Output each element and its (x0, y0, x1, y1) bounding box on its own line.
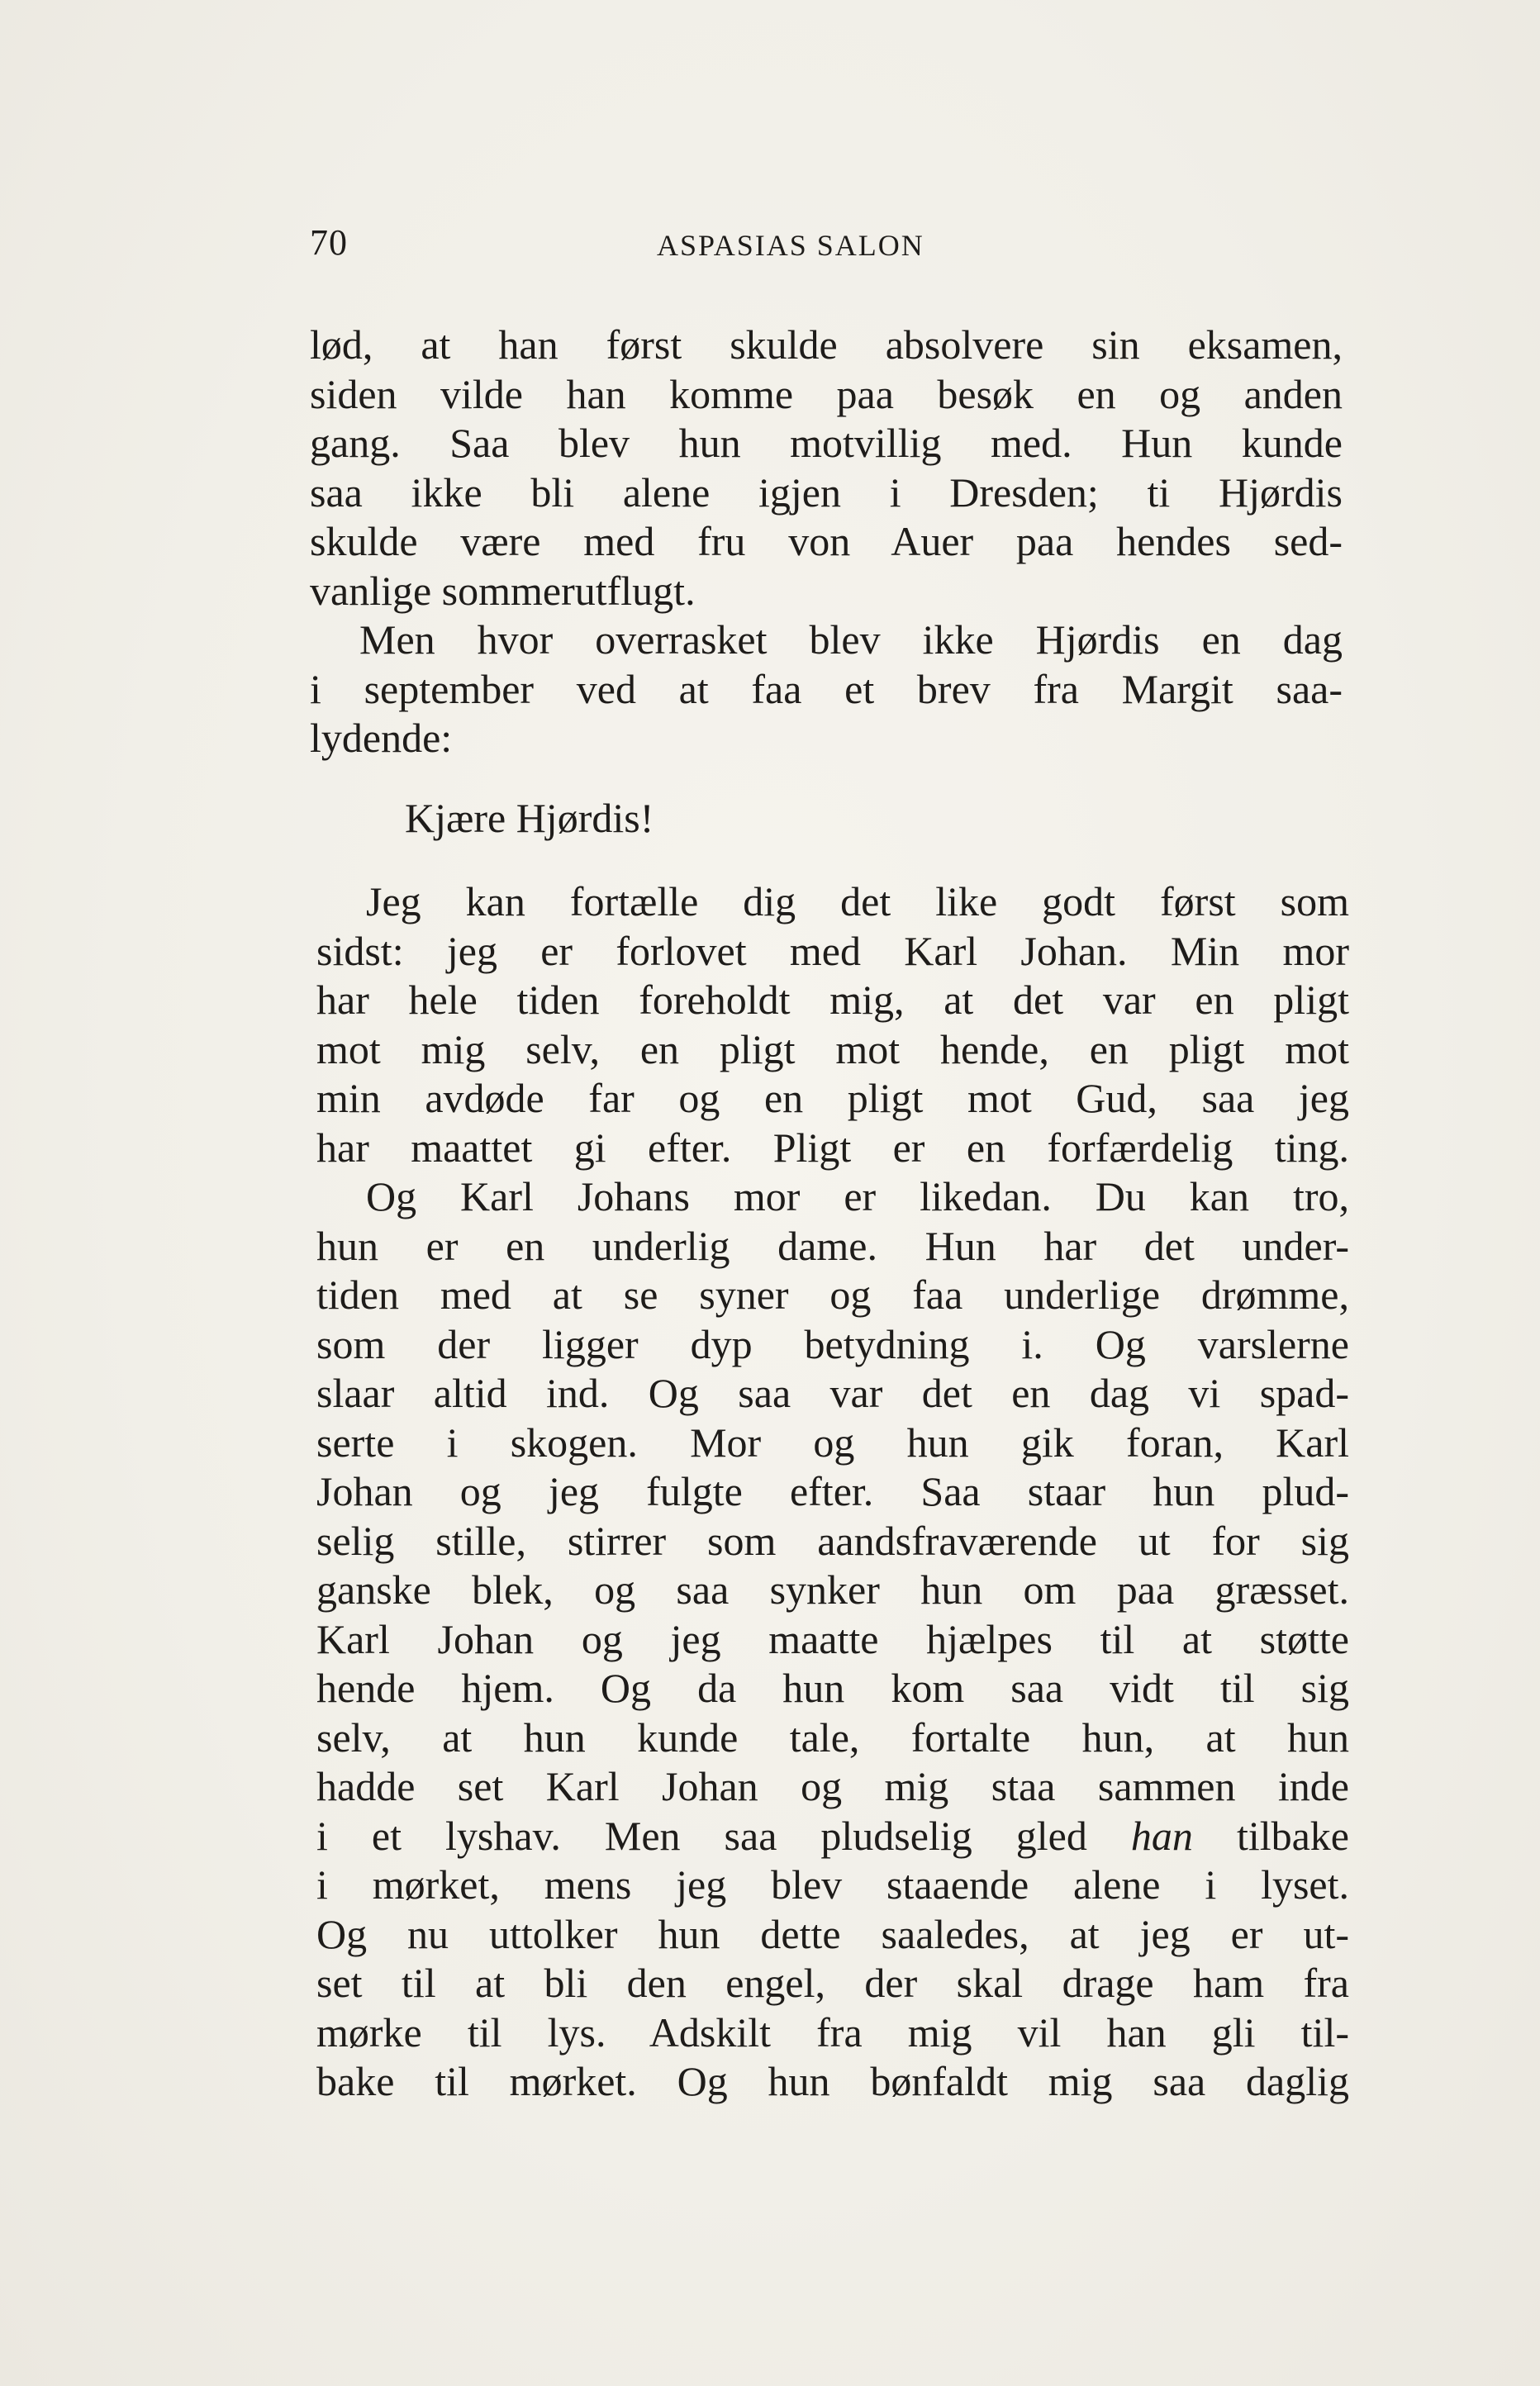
text-line: slaar altid ind. Og saa var det en dag vi spad- (316, 1370, 1349, 1416)
text-line: har hele tiden foreholdt mig, at det var en pligt (316, 977, 1349, 1023)
text-line: saa ikke bli alene igjen i Dresden; ti Hjørdis (310, 468, 1343, 516)
text-line: tiden med at se syner og faa underlige drømme, (316, 1271, 1349, 1318)
text-line: selig stille, stirrer som aandsfraværende ut for sig (316, 1517, 1349, 1564)
text-line-with-emphasis (316, 1812, 1349, 1861)
body-text (310, 321, 1349, 2107)
text-line: hun er en underlig dame. Hun har det under- (316, 1222, 1349, 1269)
emphasized-word: han (1130, 1812, 1193, 1859)
text-line: bake til mørket. Og hun bønfaldt mig saa daglig (316, 2058, 1349, 2104)
text-segment: i et lyshav. Men saa pludselig gled (316, 1812, 1131, 1859)
text-line: Og Karl Johans mor er likedan. Du kan tro, (366, 1173, 1349, 1219)
text-line: sidst: jeg er forlovet med Karl Johan. Min mor (316, 927, 1349, 974)
text-line: mot mig selv, en pligt mot hende, en pligt mot (316, 1025, 1349, 1072)
text-line: Johan og jeg fulgte efter. Saa staar hun plud- (316, 1468, 1349, 1514)
letter-salutation: Kjære Hjørdis! (405, 794, 654, 841)
running-title: ASPASIAS SALON (657, 229, 924, 262)
text-line: lød, at han først skulde absolvere sin eksamen, (310, 321, 1343, 368)
text-line: vanlige sommerutflugt. (310, 567, 696, 614)
text-line: i september ved at faa et brev fra Margit saa- (310, 665, 1343, 712)
text-line: ganske blek, og saa synker hun om paa græsset. (316, 1566, 1349, 1613)
text-line: hende hjem. Og da hun kom saa vidt til sig (316, 1665, 1349, 1711)
text-line: gang. Saa blev hun motvillig med. Hun kunde (310, 420, 1343, 466)
paragraph (310, 616, 1343, 763)
text-line: min avdøde far og en pligt mot Gud, saa jeg (316, 1075, 1349, 1121)
page-header (310, 221, 1351, 271)
text-line: lydende: (310, 715, 453, 761)
paragraph (316, 877, 1349, 1172)
text-line: selv, at hun kunde tale, fortalte hun, at hun (316, 1713, 1349, 1761)
text-line: Og nu uttolker hun dette saaledes, at jeg er ut- (316, 1910, 1349, 1957)
letter-body (316, 877, 1349, 2107)
text-line: serte i skogen. Mor og hun gik foran, Karl (316, 1419, 1349, 1466)
text-line: skulde være med fru von Auer paa hendes sed- (310, 518, 1343, 564)
text-line: i mørket, mens jeg blev staaende alene i lyset. (316, 1861, 1349, 1908)
text-line: Men hvor overrasket blev ikke Hjørdis en dag (359, 616, 1343, 663)
text-line: set til at bli den engel, der skal drage ham fra (316, 1960, 1349, 2006)
text-line: Karl Johan og jeg maatte hjælpes til at støtte (316, 1615, 1349, 1662)
text-line: mørke til lys. Adskilt fra mig vil han gli til- (316, 2008, 1349, 2056)
text-line: siden vilde han komme paa besøk en og anden (310, 370, 1343, 417)
text-line: som der ligger dyp betydning i. Og varslerne (316, 1320, 1349, 1367)
page-number: 70 (310, 222, 348, 263)
text-segment: tilbake (1192, 1812, 1349, 1859)
text-line: har maattet gi efter. Pligt er en forfærdelig ting. (316, 1124, 1349, 1171)
paragraph (310, 321, 1343, 616)
paragraph (316, 1172, 1349, 2107)
text-line: hadde set Karl Johan og mig staa sammen inde (316, 1763, 1349, 1809)
text-line: Jeg kan fortælle dig det like godt først som (366, 878, 1349, 924)
